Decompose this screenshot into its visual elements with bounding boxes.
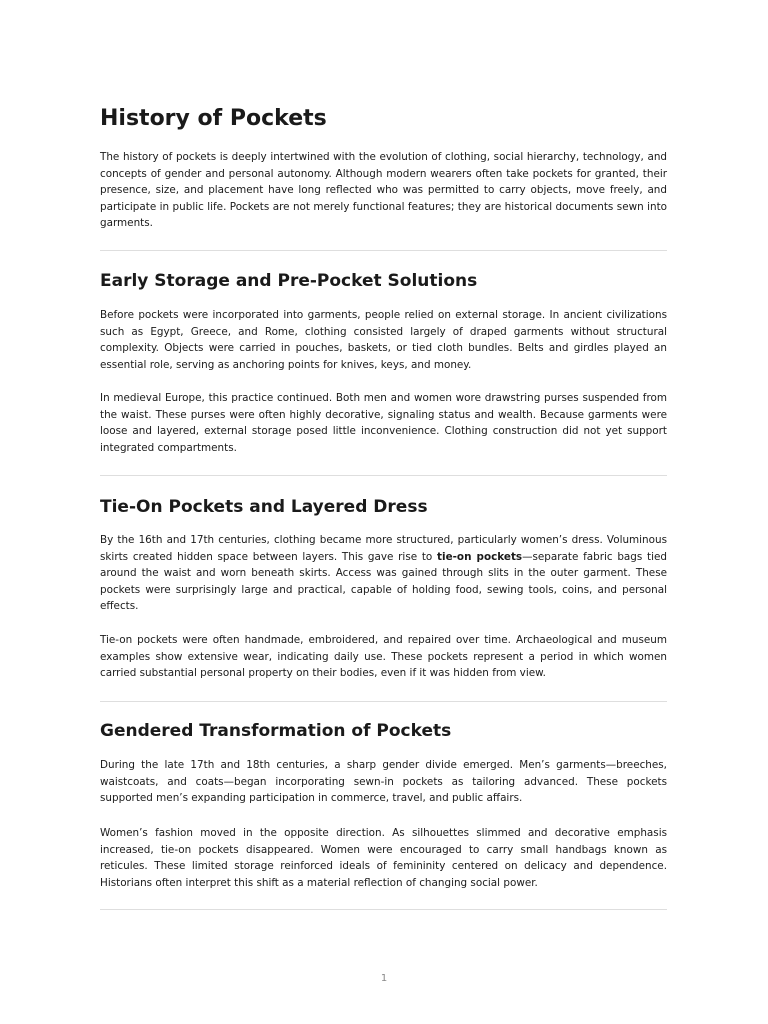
paragraph-text: By the 16th and 17th centuries, clothing became more structured, particularly women’s dress. Voluminous skirts created hidden space between layers. This gave rise to xyxy=(100,534,667,563)
section-divider xyxy=(100,909,667,910)
section-tie-on-pockets-p1 xyxy=(100,532,667,615)
section-heading: Early Storage and Pre-Pocket Solutions xyxy=(100,271,478,291)
section-gendered-transformation-p1 xyxy=(100,757,667,807)
section-divider xyxy=(100,250,667,251)
page-number: 1 xyxy=(380,973,388,984)
paragraph-text: —separate fabric bags tied around the waist and worn beneath skirts. Access was gained through slits in the outer garment. These pockets were surprisingly large and practical, capable of holding food, sewing tools, coins, and personal effects. xyxy=(100,550,667,612)
paragraph: Tie-on pockets were often handmade, embroidered, and repaired over time. Archaeological and museum examples show extensive wear, indicating daily use. These pockets represent a period in which women carried substantial personal property on their bodies, even if it was hidden from view. xyxy=(100,634,667,679)
section-divider xyxy=(100,475,667,476)
section-divider xyxy=(100,701,667,702)
section-early-storage-p2 xyxy=(100,390,667,456)
section-gendered-transformation xyxy=(100,719,667,743)
section-heading: Tie-On Pockets and Layered Dress xyxy=(100,497,428,517)
intro-block xyxy=(100,149,667,232)
paragraph xyxy=(100,532,667,615)
section-tie-on-pockets xyxy=(100,495,667,519)
section-early-storage-p1 xyxy=(100,307,667,373)
section-tie-on-pockets-p2 xyxy=(100,632,667,682)
intro-paragraph: The history of pockets is deeply intertwined with the evolution of clothing, social hierarchy, technology, and concepts of gender and personal autonomy. Although modern wearers often take pockets for granted, their presence, size, and placement have long reflected who was permitted to carry objects, move freely, and participate in public life. Pockets are not merely functional features; they are historical documents sewn into garments. xyxy=(100,151,667,229)
section-heading: Gendered Transformation of Pockets xyxy=(100,721,452,741)
paragraph: Before pockets were incorporated into garments, people relied on external storage. In ancient civilizations such as Egypt, Greece, and Rome, clothing consisted largely of draped garments without structural complexity. Objects were carried in pouches, baskets, or tied cloth bundles. Belts and girdles played an essential role, serving as anchoring points for knives, keys, and money. xyxy=(100,309,667,371)
paragraph: Women’s fashion moved in the opposite direction. As silhouettes slimmed and decorative emphasis increased, tie-on pockets disappeared. Women were encouraged to carry small handbags known as reticules. These limited storage reinforced ideals of femininity centered on delicacy and dependence. Historians often interpret this shift as a material reflection of changing social power. xyxy=(100,827,667,889)
page-title: History of Pockets xyxy=(100,106,327,131)
section-gendered-transformation-p2 xyxy=(100,825,667,891)
paragraph: During the late 17th and 18th centuries, a sharp gender divide emerged. Men’s garments—breeches, waistcoats, and coats—began incorporating sewn-in pockets as tailoring advanced. These pockets supported men’s expanding participation in commerce, travel, and public affairs. xyxy=(100,759,667,804)
paragraph: In medieval Europe, this practice continued. Both men and women wore drawstring purses suspended from the waist. These purses were often highly decorative, signaling status and wealth. Because garments were loose and layered, external storage posed little inconvenience. Clothing construction did not yet support integrated compartments. xyxy=(100,392,667,454)
bold-term: tie-on pockets xyxy=(437,550,523,563)
section-early-storage xyxy=(100,269,667,293)
